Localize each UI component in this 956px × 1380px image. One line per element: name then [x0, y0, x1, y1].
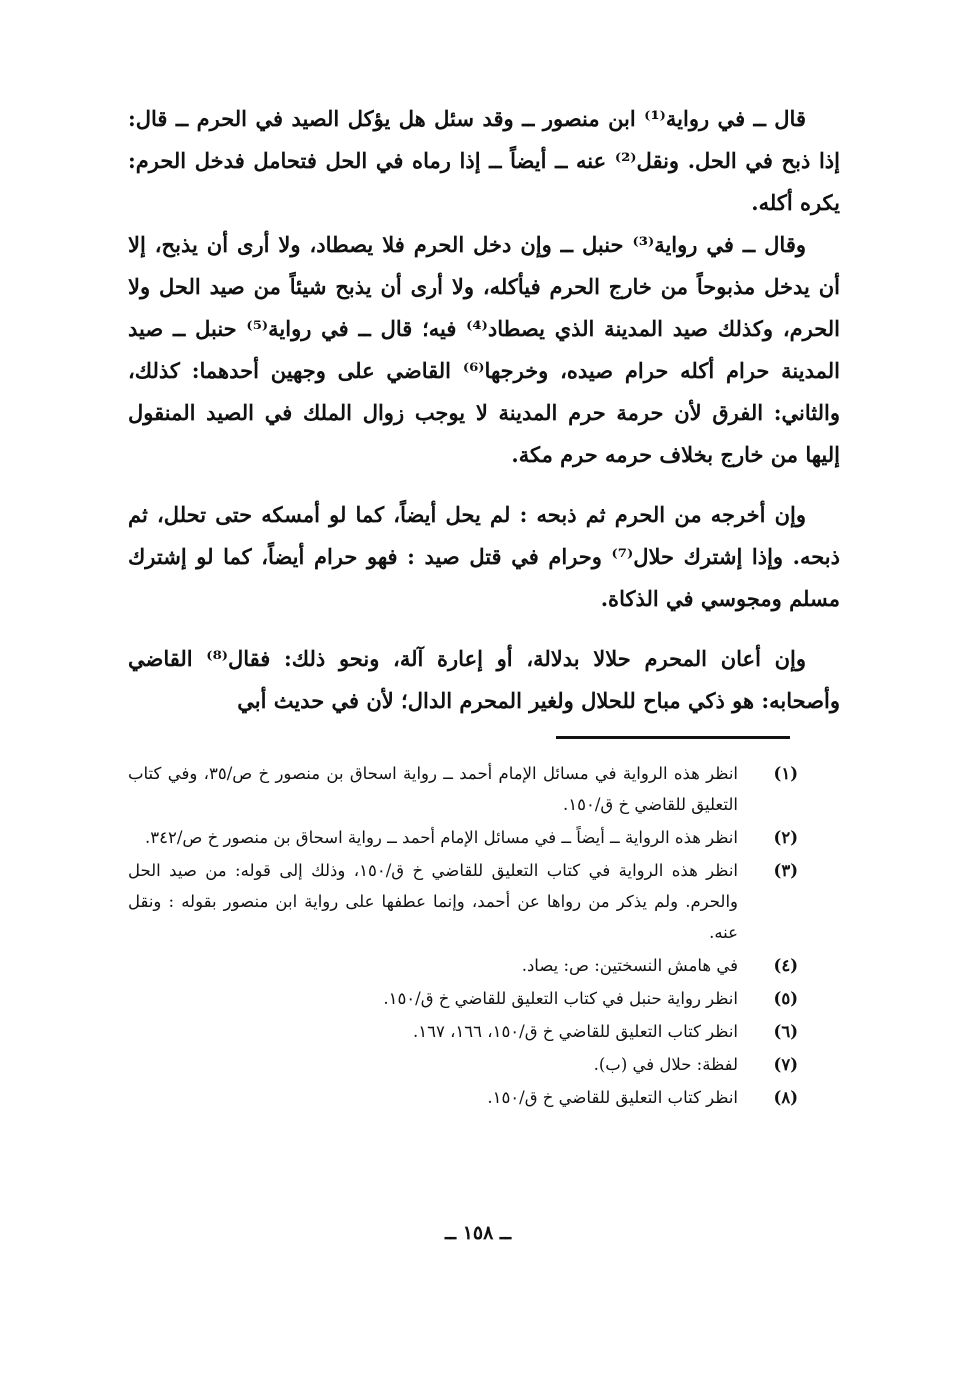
footnote-text: لفظة: حلال في (ب).: [593, 1055, 738, 1074]
footnote-text: انظر هذه الرواية ــ أيضاً ــ في مسائل الإمام أحمد ــ رواية اسحاق بن منصور خ ص/٣٤٢.: [145, 828, 738, 847]
footnote-number: (٢): [773, 828, 798, 847]
paragraph-4: وإن أعان المحرم حلالا بدلالة، أو إعارة آلة، ونحو ذلك: فقال⁽⁸⁾ القاضي وأصحابه: هو ذكي مباح للحلال ولغير المحرم الدال؛ لأن في حديث أبي: [128, 646, 840, 713]
footnote-text: انظر رواية حنبل في كتاب التعليق للقاضي خ ق/١٥٠.: [383, 989, 738, 1008]
page-number: ــ ١٥٨ ــ: [444, 1222, 512, 1244]
footnotes: [128, 758, 798, 1115]
footnote-number: (١): [773, 764, 798, 783]
footnote-3: [128, 855, 798, 948]
footnote-2: [128, 822, 798, 853]
paragraph-1: قال ــ في رواية⁽¹⁾ ابن منصور ــ وقد سئل هل يؤكل الصيد في الحرم ــ قال: إذا ذبح في الحل. ونقل⁽²⁾ عنه ــ أيضاً ــ إذا رماه في الحل فتحامل فدخل الحرم: يكره أكله.: [128, 106, 840, 215]
footnote-8: [128, 1082, 798, 1113]
footnote-number: (٨): [773, 1088, 798, 1107]
paragraph-3: وإن أخرجه من الحرم ثم ذبحه : لم يحل أيضاً، كما لو أمسكه حتى تحلل، ثم ذبحه. وإذا إشترك حلال⁽⁷⁾ وحرام في قتل صيد : فهو حرام أيضاً، كما لو إشترك مسلم ومجوسي في الذكاة.: [128, 502, 840, 611]
main-text: [128, 98, 840, 722]
footnote-text: انظر كتاب التعليق للقاضي خ ق/١٥٠.: [487, 1088, 738, 1107]
footnote-separator: [556, 736, 790, 739]
footnote-text: في هامش النسختين: ص: يصاد.: [521, 956, 738, 975]
footnote-4: [128, 950, 798, 981]
footnote-7: [128, 1049, 798, 1080]
footnote-number: (٦): [773, 1022, 798, 1041]
footnote-1: [128, 758, 798, 820]
footnote-text: انظر كتاب التعليق للقاضي خ ق/١٥٠، ١٦٦، ١٦٧.: [412, 1022, 738, 1041]
footnote-number: (٧): [773, 1055, 798, 1074]
footnote-5: [128, 983, 798, 1014]
paragraph-2: وقال ــ في رواية⁽³⁾ حنبل ــ وإن دخل الحرم فلا يصطاد، ولا أرى أن يذبح، إلا أن يدخل مذبوحاً من خارج الحرم فيأكله، ولا أرى أن يذبح شيئاً من صيد الحل ولا الحرم، وكذلك صيد المدينة الذي يصطاد⁽⁴⁾ فيه؛ قال ــ في رواية⁽⁵⁾ حنبل ــ صيد المدينة حرام أكله حرام صيده، وخرجها⁽⁶⁾ القاضي على وجهين أحدهما: كذلك، والثاني: الفرق لأن حرمة حرم المدينة لا يوجب زوال الملك في الصيد المنقول إليها من خارج بخلاف حرمه حرم مكة.: [128, 232, 841, 467]
footnote-number: (٣): [773, 861, 798, 880]
footnote-text: انظر هذه الرواية في كتاب التعليق للقاضي خ ق/١٥٠، وذلك إلى قوله: من صيد الحل والحرم. ولم يذكر من رواها عن أحمد، وإنما عطفها على رواية ابن منصور بقوله : ونقل عنه.: [128, 861, 739, 942]
footnote-6: [128, 1016, 798, 1047]
footnote-number: (٥): [773, 989, 798, 1008]
footnote-text: انظر هذه الرواية في مسائل الإمام أحمد ــ رواية اسحاق بن منصور خ ص/٣٥، وفي كتاب التعليق للقاضي خ ق/١٥٠.: [128, 764, 739, 814]
footnote-number: (٤): [773, 956, 798, 975]
